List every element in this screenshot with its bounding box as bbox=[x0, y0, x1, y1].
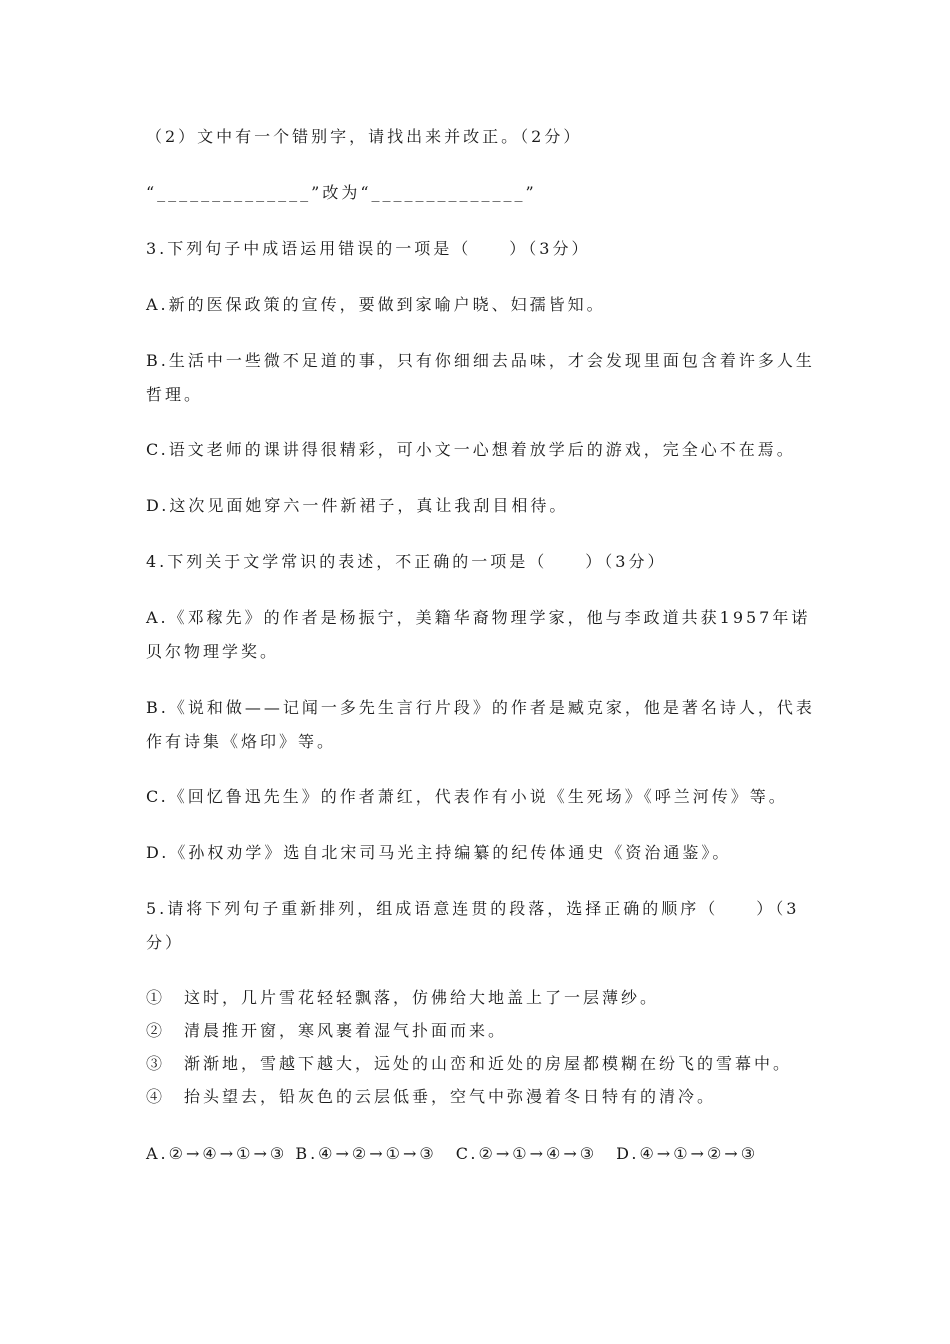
q2-answer-line: “______________”改为“______________” bbox=[146, 183, 537, 202]
q4-option-d: D.《孙权劝学》选自北宋司马光主持编纂的纪传体通史《资治通鉴》。 bbox=[146, 843, 732, 862]
q4-question: 4.下列关于文学常识的表述，不正确的一项是（ ）（3分） bbox=[146, 552, 667, 571]
q5-sentence-1: ① 这时，几片雪花轻轻飘落，仿佛给大地盖上了一层薄纱。 bbox=[146, 988, 660, 1007]
q3-option-d: D.这次见面她穿六一件新裙子，真让我刮目相待。 bbox=[146, 496, 569, 515]
q5-sentence-2: ② 清晨推开窗，寒风裹着湿气扑面而来。 bbox=[146, 1021, 508, 1040]
q4-option-b: B.《说和做——记闻一多先生言行片段》的作者是臧克家，他是著名诗人，代表作有诗集《烙印》等。 bbox=[146, 698, 815, 751]
q5-sentence-4: ④ 抬头望去，铅灰色的云层低垂，空气中弥漫着冬日特有的清冷。 bbox=[146, 1087, 717, 1106]
q4-option-a: A.《邓稼先》的作者是杨振宁，美籍华裔物理学家，他与李政道共获1957年诺贝尔物理学奖。 bbox=[146, 608, 811, 661]
q5-sentence-3: ③ 渐渐地，雪越下越大，远处的山峦和近处的房屋都模糊在纷飞的雪幕中。 bbox=[146, 1054, 793, 1073]
q5-question: 5.请将下列句子重新排列，组成语意连贯的段落，选择正确的顺序（ ）（3分） bbox=[146, 899, 800, 952]
q5-choices: A.②→④→①→③ B.④→②→①→③ C.②→①→④→③ D.④→①→②→③ bbox=[146, 1144, 759, 1163]
q3-option-c: C.语文老师的课讲得很精彩，可小文一心想着放学后的游戏，完全心不在焉。 bbox=[146, 440, 796, 459]
q3-option-a: A.新的医保政策的宣传，要做到家喻户晓、妇孺皆知。 bbox=[146, 295, 606, 314]
q2-question: （2）文中有一个错别字，请找出来并改正。（2分） bbox=[146, 127, 583, 146]
q3-option-b: B.生活中一些微不足道的事，只有你细细去品味，才会发现里面包含着许多人生哲理。 bbox=[146, 351, 815, 404]
q4-option-c: C.《回忆鲁迅先生》的作者萧红，代表作有小说《生死场》《呼兰河传》等。 bbox=[146, 787, 788, 806]
q3-question: 3.下列句子中成语运用错误的一项是（ ）（3分） bbox=[146, 239, 591, 258]
